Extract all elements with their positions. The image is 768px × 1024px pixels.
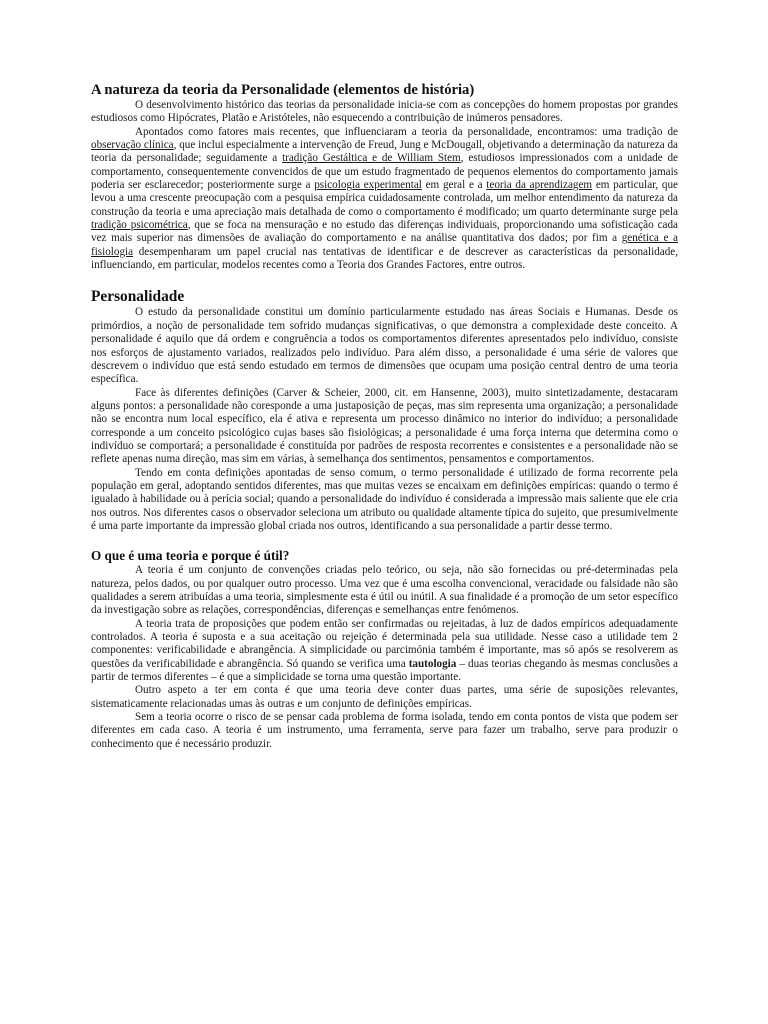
paragraph: A teoria é um conjunto de convenções criadas pelo teórico, ou seja, não são fornecidas ou pré-determinadas pela natureza, pelos dados, ou por qualquer outro processo. Uma vez que é uma escolha convencional, veracidade ou falsidade não são qualidades a serem atribuídas a uma teoria, simplesmente esta é útil ou inútil. A sua finalidade é a promoção de um setor específico da investigação sobre as relações, correspondências, diferenças e semelhanças entre fenómenos. xyxy=(91,564,678,617)
paragraph: Face às diferentes definições (Carver & Scheier, 2000, cit. em Hansenne, 2003), muito sintetizadamente, destacaram alguns pontos: a personalidade não coresponde a uma justaposição de peças, mas sim representa uma organização; a personalidade não se encontra num local específico, ela é ativa e representa um processo dinâmico no interior do indivíduo; a personalidade corresponde a um conceito psicológico cujas bases são fisiológicas; a personalidade é uma força interna que determina como o indivíduo se comportará; a personalidade é constituída por padrões de resposta recorrentes e consistentes e a personalidade não se reflete apenas numa direção, mas sim em várias, à semelhança dos sentimentos, pensamentos e comportamentos. xyxy=(91,386,678,466)
paragraph: O estudo da personalidade constitui um domínio particularmente estudado nas áreas Sociais e Humanas. Desde os primórdios, a noção de personalidade tem sofrido mudanças significativas, o que demonstra a complexidade deste conceito. A personalidade é aquilo que dá ordem e congruência a todos os comportamentos diferentes apresentados pelo indivíduo, consiste nos esforços de ajustamento variados, realizados pelo indivíduo. Para além disso, a personalidade é uma série de valores que descrevem o indivíduo que está sendo estudado em termos de dimensões que ocupam uma posição central dentro de uma teoria específica. xyxy=(91,306,678,386)
paragraph: Outro aspeto a ter em conta é que uma teoria deve conter duas partes, uma série de suposições relevantes, sistematicamente relacionadas umas às outras e um conjunto de definições empíricas. xyxy=(91,684,678,710)
underlined-term: tradição Gestáltica e de William Stem xyxy=(282,152,461,165)
section-title-personality: Personalidade xyxy=(91,288,185,306)
underlined-term: teoria da aprendizagem xyxy=(486,179,593,192)
paragraph: Apontados como fatores mais recentes, que influenciaram a teoria da personalidade, encontramos: uma tradição de observação clínica, que inclui especialmente a intervenção de Freud, Jung e McDougall, objetivando a determinação da natureza da teoria da personalidade; seguidamente a tradição Gestáltica e de William Stem, estudiosos impressionados com a unidade de comportamento, consequentemente convencidos de que um estudo fragmentado de pequenos elementos do comportamento jamais poderia ser esclarecedor; posteriormente surge a psicologia experimental em geral e a teoria da aprendizagem em particular, que levou a uma crescente preocupação com a pesquisa empírica cuidadosamente controlada, um melhor entendimento da natureza da construção da teoria e uma apreciação mais detalhada de como o comportamento é modificado; um quarto determinante surge pela tradição psicométrica, que se foca na mensuração e no estudo das diferenças individuais, proporcionando uma sofisticação cada vez mais superior nas dimensões de avaliação do comportamento e na análise quantitativa dos dados; por fim a genética e a fisiologia desempenharam um papel crucial nas tentativas de identificar e de descrever as características da personalidade, influenciando, em particular, modelos recentes como a Teoria dos Grandes Factores, entre outros. xyxy=(91,125,679,272)
underlined-term: psicologia experimental xyxy=(314,179,422,192)
paragraph: O desenvolvimento histórico das teorias da personalidade inicia-se com as concepções do homem propostas por grandes estudiosos como Hipócrates, Platão e Aristóteles, não esquecendo a contribuição de inúmeros pensadores. xyxy=(91,99,678,125)
paragraph: Sem a teoria ocorre o risco de se pensar cada problema de forma isolada, tendo em conta pontos de vista que podem ser diferentes em cada caso. A teoria é um instrumento, uma ferramenta, serve para fazer um trabalho, serve para produzir o conhecimento que é necessário produzir. xyxy=(91,711,678,750)
section-title-theory: O que é uma teoria e porque é útil? xyxy=(91,548,290,564)
bold-term: tautologia xyxy=(408,657,457,670)
section-title-history: A natureza da teoria da Personalidade (elementos de história) xyxy=(91,82,475,98)
underlined-term: genética e a fisiologia xyxy=(91,232,678,258)
paragraph: Tendo em conta definições apontadas de senso comum, o termo personalidade é utilizado de forma recorrente pela população em geral, adoptando sentidos diferentes, mas que muitas vezes se encaixam em definições empíricas: quando o termo é igualado à habilidade ou à perícia social; quando a personalidade do indivíduo é considerada a impressão mais saliente que ele cria nos outros. Nos diferentes casos o observador seleciona um atributo ou qualidade altamente típica do sujeito, que presumivelmente é uma parte importante da impressão global criada nos outros, identificando a sua personalidade a partir desse termo. xyxy=(91,466,678,532)
underlined-term: observação clínica xyxy=(91,139,174,152)
paragraph: A teoria trata de proposições que podem então ser confirmadas ou rejeitadas, à luz de dados empíricos adequadamente controlados. A teoria é suposta e a sua aceitação ou rejeição é determinada pela sua utilidade. Nesse caso a utilidade tem 2 componentes: verificabilidade e abrangência. A simplicidade ou parcimónia também é importante, mas só após se resolverem as questões da verificabilidade e abrangência. Só quando se verifica uma tautologia – duas teorias chegando às mesmas conclusões a partir de termos diferentes – é que a simplicidade se torna uma questão importante. xyxy=(91,617,678,684)
underlined-term: tradição psicométrica xyxy=(91,219,188,232)
